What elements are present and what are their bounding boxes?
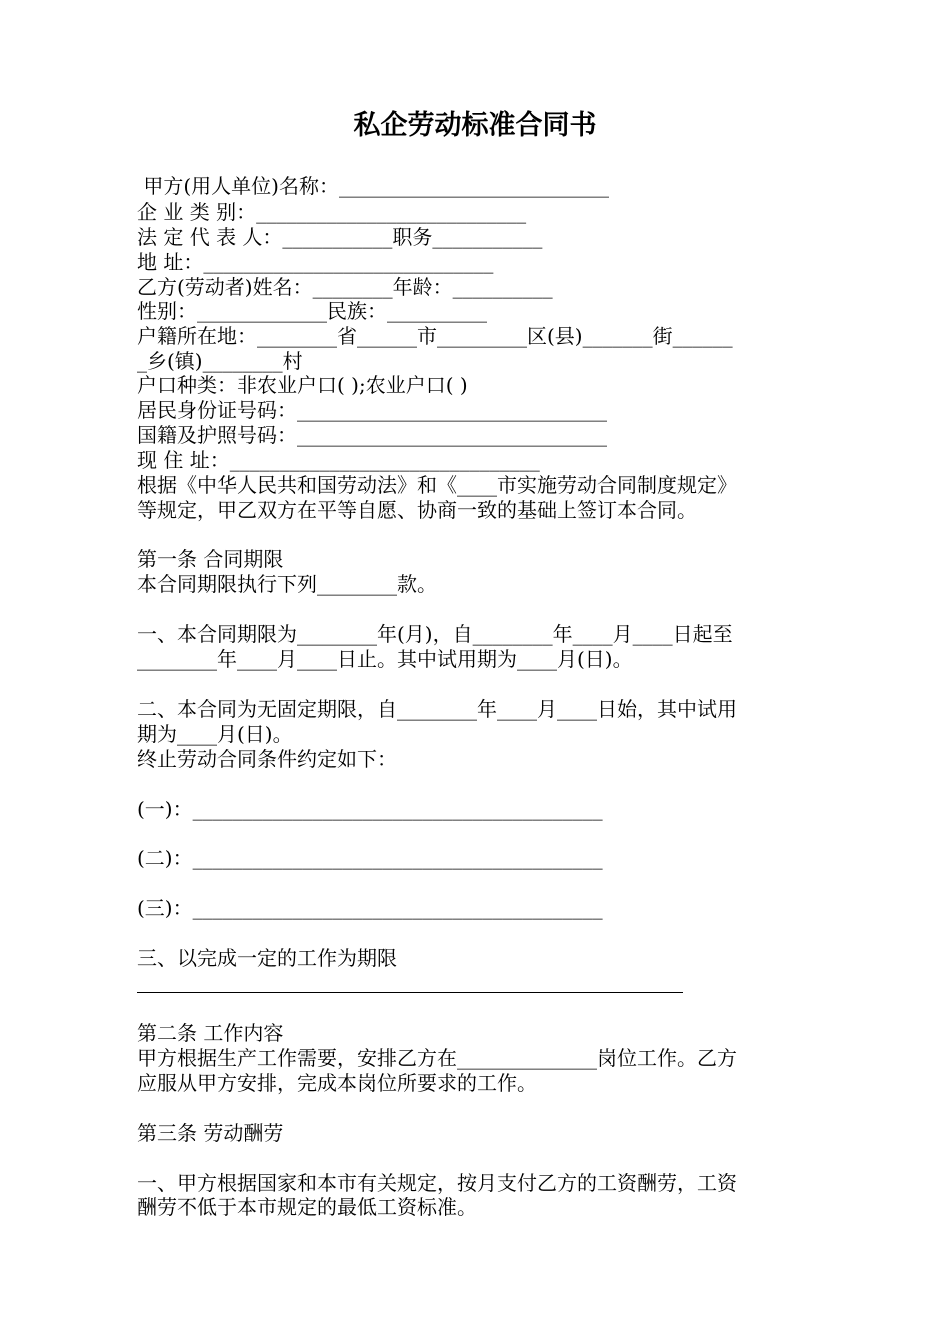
article-3-line-2: 酬劳不低于本市规定的最低工资标准。 [137,1195,477,1219]
article-2-line-2: 应服从甲方安排，完成本岗位所要求的工作。 [137,1071,537,1095]
legal-representative-line: 法 定 代 表 人：___________职务___________ [137,225,543,249]
fixed-term-line-1: 一、本合同期限为________年(月)，自________年____月____日起至 [137,622,733,646]
article-2-line-1: 甲方根据生产工作需要，安排乙方在______________岗位工作。乙方 [137,1046,737,1070]
termination-conditions-heading: 终止劳动合同条件约定如下： [137,747,397,771]
termination-condition-1: (一)：_________________________________________ [137,797,603,821]
termination-condition-2: (二)：_________________________________________ [137,846,603,870]
article-2-heading: 第二条 工作内容 [137,1021,284,1045]
open-term-line-1: 二、本合同为无固定期限，自________年____月____日始，其中试用 [137,697,737,721]
termination-condition-3: (三)：_________________________________________ [137,896,603,920]
enterprise-type-line: 企 业 类 别：___________________________ [137,200,527,224]
gender-ethnicity-line: 性别：_____________民族：__________ [137,299,487,323]
article-1-intro: 本合同期限执行下列________款。 [137,572,437,596]
current-address-line: 现 住 址：_______________________________ [137,448,540,472]
article-1-heading: 第一条 合同期限 [137,547,284,571]
id-number-line: 居民身份证号码：_______________________________ [137,398,607,422]
preamble-line-1: 根据《中华人民共和国劳动法》和《____市实施劳动合同制度规定》 [137,473,737,497]
household-type-line: 户口种类：非农业户口( );农业户口( ) [137,373,468,397]
passport-line: 国籍及护照号码：_______________________________ [137,423,607,447]
preamble-line-2: 等规定，甲乙双方在平等自愿、协商一致的基础上签订本合同。 [137,498,697,522]
employer-name-line: 甲方(用人单位)名称：___________________________ [137,174,609,198]
document-title: 私企劳动标准合同书 [353,110,597,141]
task-based-term-line: 三、以完成一定的工作为期限 [137,946,397,970]
fixed-term-line-2: ________年____月____日止。其中试用期为____月(日)。 [137,647,633,671]
task-based-term-blank [137,992,683,993]
household-location-cont-line: _乡(镇)________村 [137,349,303,373]
article-3-heading: 第三条 劳动酬劳 [137,1121,284,1145]
household-location-line: 户籍所在地：________省______市_________区(县)_______街______ [137,324,733,348]
employee-name-age-line: 乙方(劳动者)姓名：________年龄：__________ [137,275,553,299]
article-3-line-1: 一、甲方根据国家和本市有关规定，按月支付乙方的工资酬劳，工资 [137,1171,737,1195]
open-term-line-2: 期为____月(日)。 [137,722,293,746]
employer-address-line: 地 址：_____________________________ [137,250,494,274]
